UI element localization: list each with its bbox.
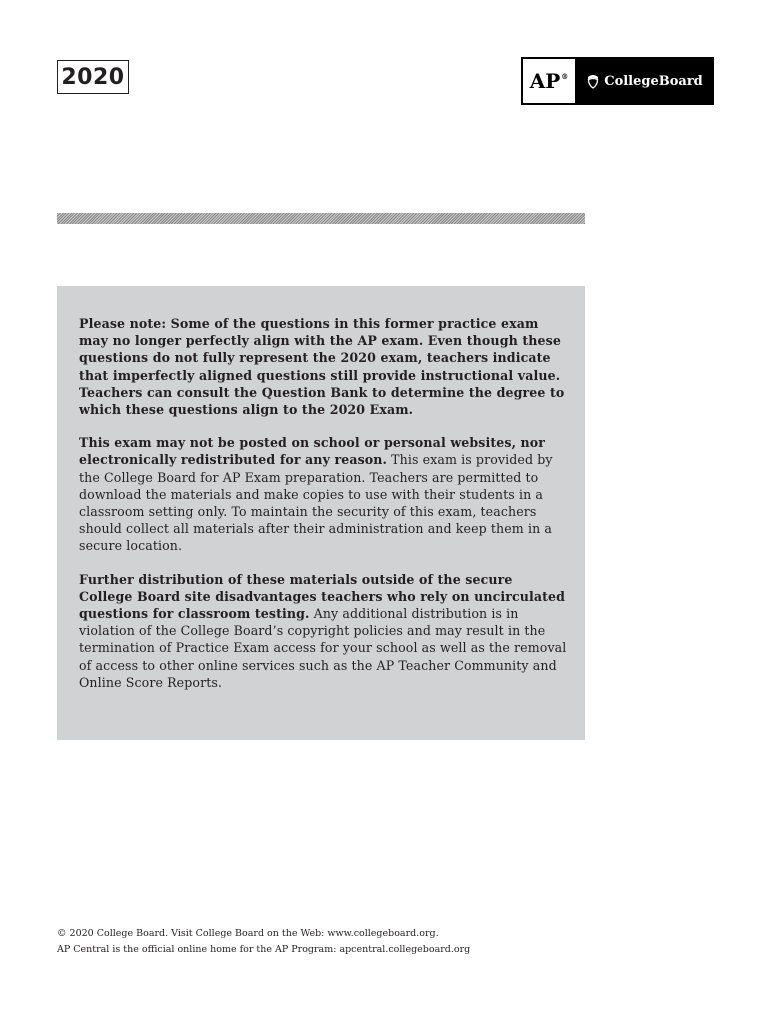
notice-paragraph-2-text: This exam is provided by the College Board for AP Exam preparation. Teachers are permitted to download the materials and make copies to use with their students in a classroom setting only. To maintain the security of this exam, teachers should collect all materials after their administration and keep them in a secure location. <box>79 452 553 554</box>
footer-copyright: © 2020 College Board. Visit College Board on the Web: www.collegeboard.org. <box>57 928 439 939</box>
notice-paragraph-2 <box>79 434 567 554</box>
registered-mark: ® <box>561 71 569 81</box>
year-label: 2020 <box>61 64 125 90</box>
notice-paragraph-1 <box>79 315 567 418</box>
ap-logo <box>523 59 577 103</box>
acorn-icon <box>586 73 600 89</box>
notice-box <box>57 286 585 740</box>
notice-paragraph-3-bold: Further distribution of these materials outside of the secure College Board site disadvantages teachers who rely on uncirculated questions for classroom testing. <box>79 571 566 622</box>
notice-paragraph-3 <box>79 571 567 691</box>
collegeboard-logo <box>577 59 712 103</box>
ap-logo-text: AP <box>529 69 561 93</box>
notice-paragraph-3-text: Any additional distribution is in violation of the College Board’s copyright policies and may result in the termination of Practice Exam access for your school as well as the removal of access to other online services such as the AP Teacher Community and Online Score Reports. <box>79 606 567 690</box>
notice-paragraph-1-bold: Please note: Some of the questions in this former practice exam may no longer perfectly align with the AP exam. Even though these questions do not fully represent the 2020 exam, teachers indicate that imperfectly aligned questions still provide instructional value. Teachers can consult the Question Bank to determine the degree to which these questions align to the 2020 Exam. <box>79 316 565 418</box>
collegeboard-logo-text: CollegeBoard <box>604 73 703 89</box>
ap-collegeboard-logo <box>521 57 714 105</box>
year-box <box>57 60 129 94</box>
footer-ap-central: AP Central is the official online home for the AP Program: apcentral.collegeboard.org <box>57 944 471 955</box>
divider-rule <box>57 213 585 224</box>
footer <box>57 926 617 958</box>
notice-paragraph-2-bold: This exam may not be posted on school or personal websites, nor electronically redistributed for any reason. <box>79 435 546 468</box>
